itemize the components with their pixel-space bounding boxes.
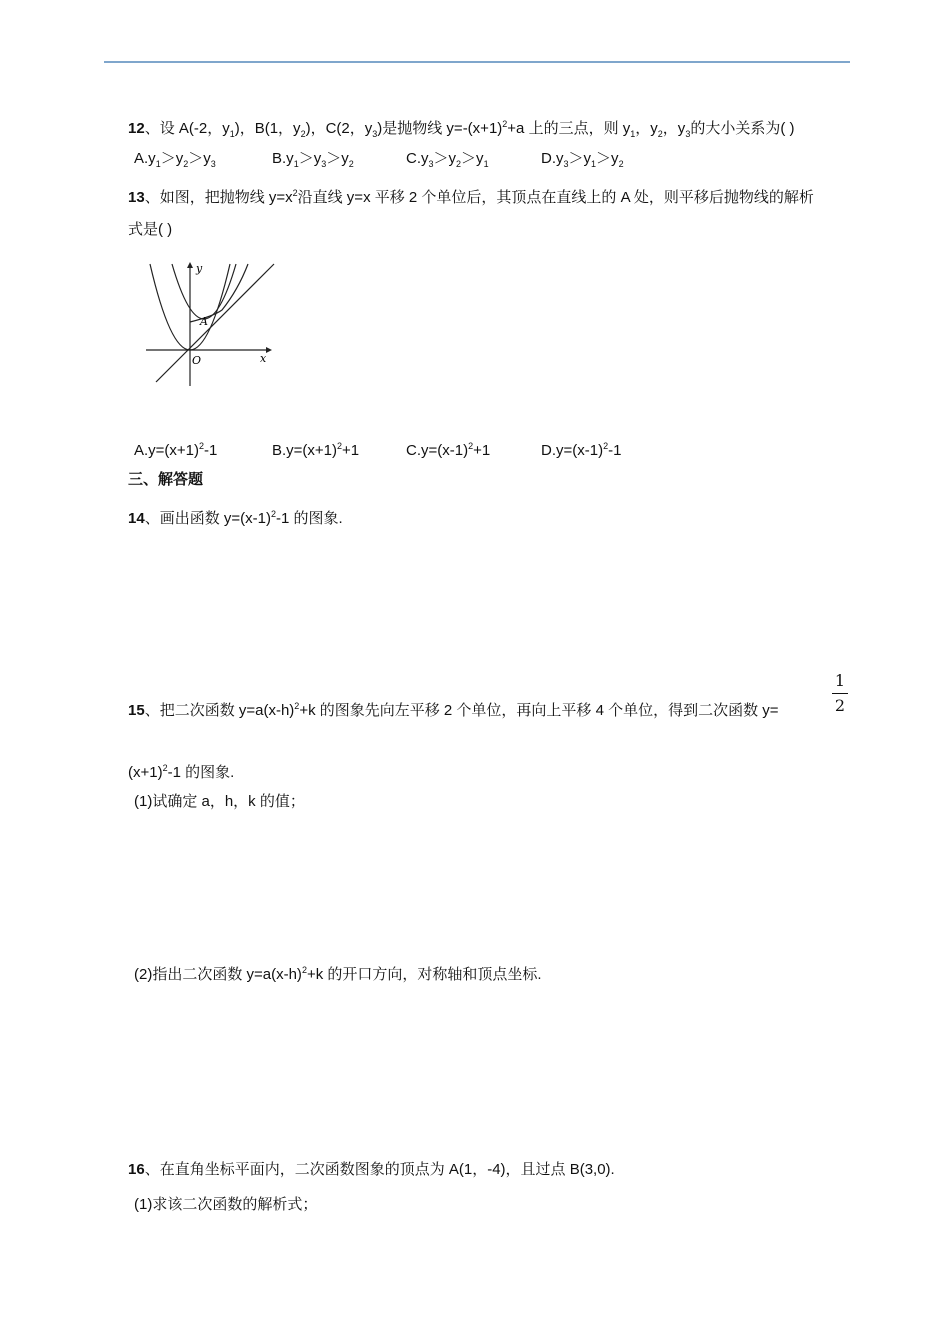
subscript: 3 (372, 129, 378, 139)
subscript: 1 (155, 159, 161, 169)
question-number: 15 (128, 702, 145, 719)
question-number: 12 (128, 120, 145, 137)
question-text: +a 上的三点，则 y (507, 120, 631, 137)
superscript: 2 (502, 119, 508, 129)
option-d (541, 149, 624, 174)
question-15-part2 (134, 960, 542, 985)
header-rule (104, 61, 850, 63)
subscript: 3 (321, 159, 327, 169)
fraction-bar (832, 693, 848, 694)
subscript: 1 (229, 129, 235, 139)
option-text: ＞y (568, 150, 592, 167)
y-axis-label: y (196, 262, 203, 275)
question-text: ，y (635, 120, 658, 137)
subscript: 2 (348, 159, 354, 169)
question-text: -1 的图象. (275, 510, 343, 527)
question-text: )，C(2，y (305, 120, 373, 137)
superscript: 2 (301, 965, 307, 975)
subscript: 3 (563, 159, 569, 169)
subscript: 3 (685, 129, 691, 139)
option-c (406, 436, 490, 461)
x-axis-arrow (266, 347, 272, 353)
question-text: 、画出函数 y=(x-1) (144, 510, 271, 527)
option-text: A.y (134, 150, 156, 167)
section-heading: 三、解答题 (128, 471, 204, 488)
fraction-denominator: 2 (834, 696, 846, 715)
question-text: (x+1) (128, 764, 163, 781)
option-text: C.y=(x-1) (406, 442, 469, 459)
option-text: A.y=(x+1) (134, 442, 200, 459)
question-text: )是抛物线 y=-(x+1) (377, 120, 503, 137)
subscript: 2 (456, 159, 462, 169)
option-text: C.y (406, 150, 429, 167)
y-axis-arrow (187, 262, 193, 268)
subscript: 1 (483, 159, 489, 169)
question-text: 、在直角坐标平面内，二次函数图象的顶点为 A(1，-4)，且过点 B(3,0). (144, 1161, 615, 1178)
parabola-intermediate (172, 264, 236, 319)
superscript: 2 (292, 188, 298, 198)
option-text: -1 (204, 442, 218, 459)
question-text: 、如图，把抛物线 y=x (144, 189, 293, 206)
question-14 (128, 504, 343, 529)
question-number: 16 (128, 1161, 145, 1178)
option-b (272, 436, 359, 461)
question-text: 的大小关系为( ) (690, 120, 795, 137)
question-15-part1: (1)试确定 a，h，k 的值； (134, 793, 305, 810)
subscript: 3 (428, 159, 434, 169)
question-text: 、设 A(-2，y (144, 120, 230, 137)
question-13-line2: 式是( ) (128, 221, 173, 238)
option-text: ＞y (433, 150, 457, 167)
option-text: D.y (541, 150, 564, 167)
subscript: 2 (657, 129, 663, 139)
question-16-part1: (1)求该二次函数的解析式； (134, 1196, 318, 1213)
question-15-line2 (128, 758, 234, 783)
subscript: 2 (618, 159, 624, 169)
fraction-numerator: 1 (834, 671, 846, 690)
superscript: 2 (162, 763, 168, 773)
subscript: 2 (183, 159, 189, 169)
option-text: ＞y (596, 150, 619, 167)
option-b (272, 149, 354, 174)
question-text: ，y (662, 120, 686, 137)
superscript: 2 (270, 509, 276, 519)
option-c (406, 149, 489, 174)
superscript: 2 (603, 441, 609, 451)
option-text: ＞y (160, 150, 184, 167)
question-text: )，B(1，y (234, 120, 301, 137)
superscript: 2 (337, 441, 343, 451)
question-number: 13 (128, 189, 145, 206)
line-y-equals-x (156, 264, 274, 382)
question-15 (128, 696, 779, 721)
option-text: B.y=(x+1) (272, 442, 338, 459)
x-axis-label: x (260, 352, 267, 365)
option-text: -1 (608, 442, 622, 459)
subscript: 2 (300, 129, 306, 139)
question-text: 沿直线 y=x 平移 2 个单位后，其顶点在直线上的 A 处，则平移后抛物线的解析 (297, 189, 814, 206)
option-text: ＞y (298, 150, 322, 167)
point-a-label: A (200, 315, 208, 328)
question-12 (128, 114, 795, 144)
parabola-figure (138, 250, 278, 390)
question-number: 14 (128, 510, 145, 527)
question-text: +k 的开口方向，对称轴和顶点坐标. (306, 966, 542, 983)
question-text: +k 的图象先向左平移 2 个单位，再向上平移 4 个单位，得到二次函数 y= (299, 702, 779, 719)
subscript: 1 (591, 159, 597, 169)
subscript: 1 (630, 129, 636, 139)
option-text: D.y=(x-1) (541, 442, 604, 459)
option-d (541, 436, 621, 461)
question-13 (128, 183, 814, 208)
option-text: ＞y (461, 150, 484, 167)
option-text: +1 (342, 442, 360, 459)
option-text: +1 (473, 442, 491, 459)
question-text: 、把二次函数 y=a(x-h) (144, 702, 295, 719)
question-16 (128, 1160, 615, 1180)
option-a (134, 149, 216, 174)
question-text: (2)指出二次函数 y=a(x-h) (134, 966, 302, 983)
superscript: 2 (468, 441, 474, 451)
question-text: -1 的图象. (167, 764, 235, 781)
superscript: 2 (294, 701, 300, 711)
option-text: ＞y (188, 150, 211, 167)
option-text: ＞y (326, 150, 349, 167)
fraction-one-half (831, 671, 849, 716)
option-a (134, 436, 217, 461)
origin-label: O (192, 354, 202, 367)
superscript: 2 (199, 441, 205, 451)
option-text: B.y (272, 150, 294, 167)
subscript: 1 (293, 159, 299, 169)
subscript: 3 (210, 159, 216, 169)
